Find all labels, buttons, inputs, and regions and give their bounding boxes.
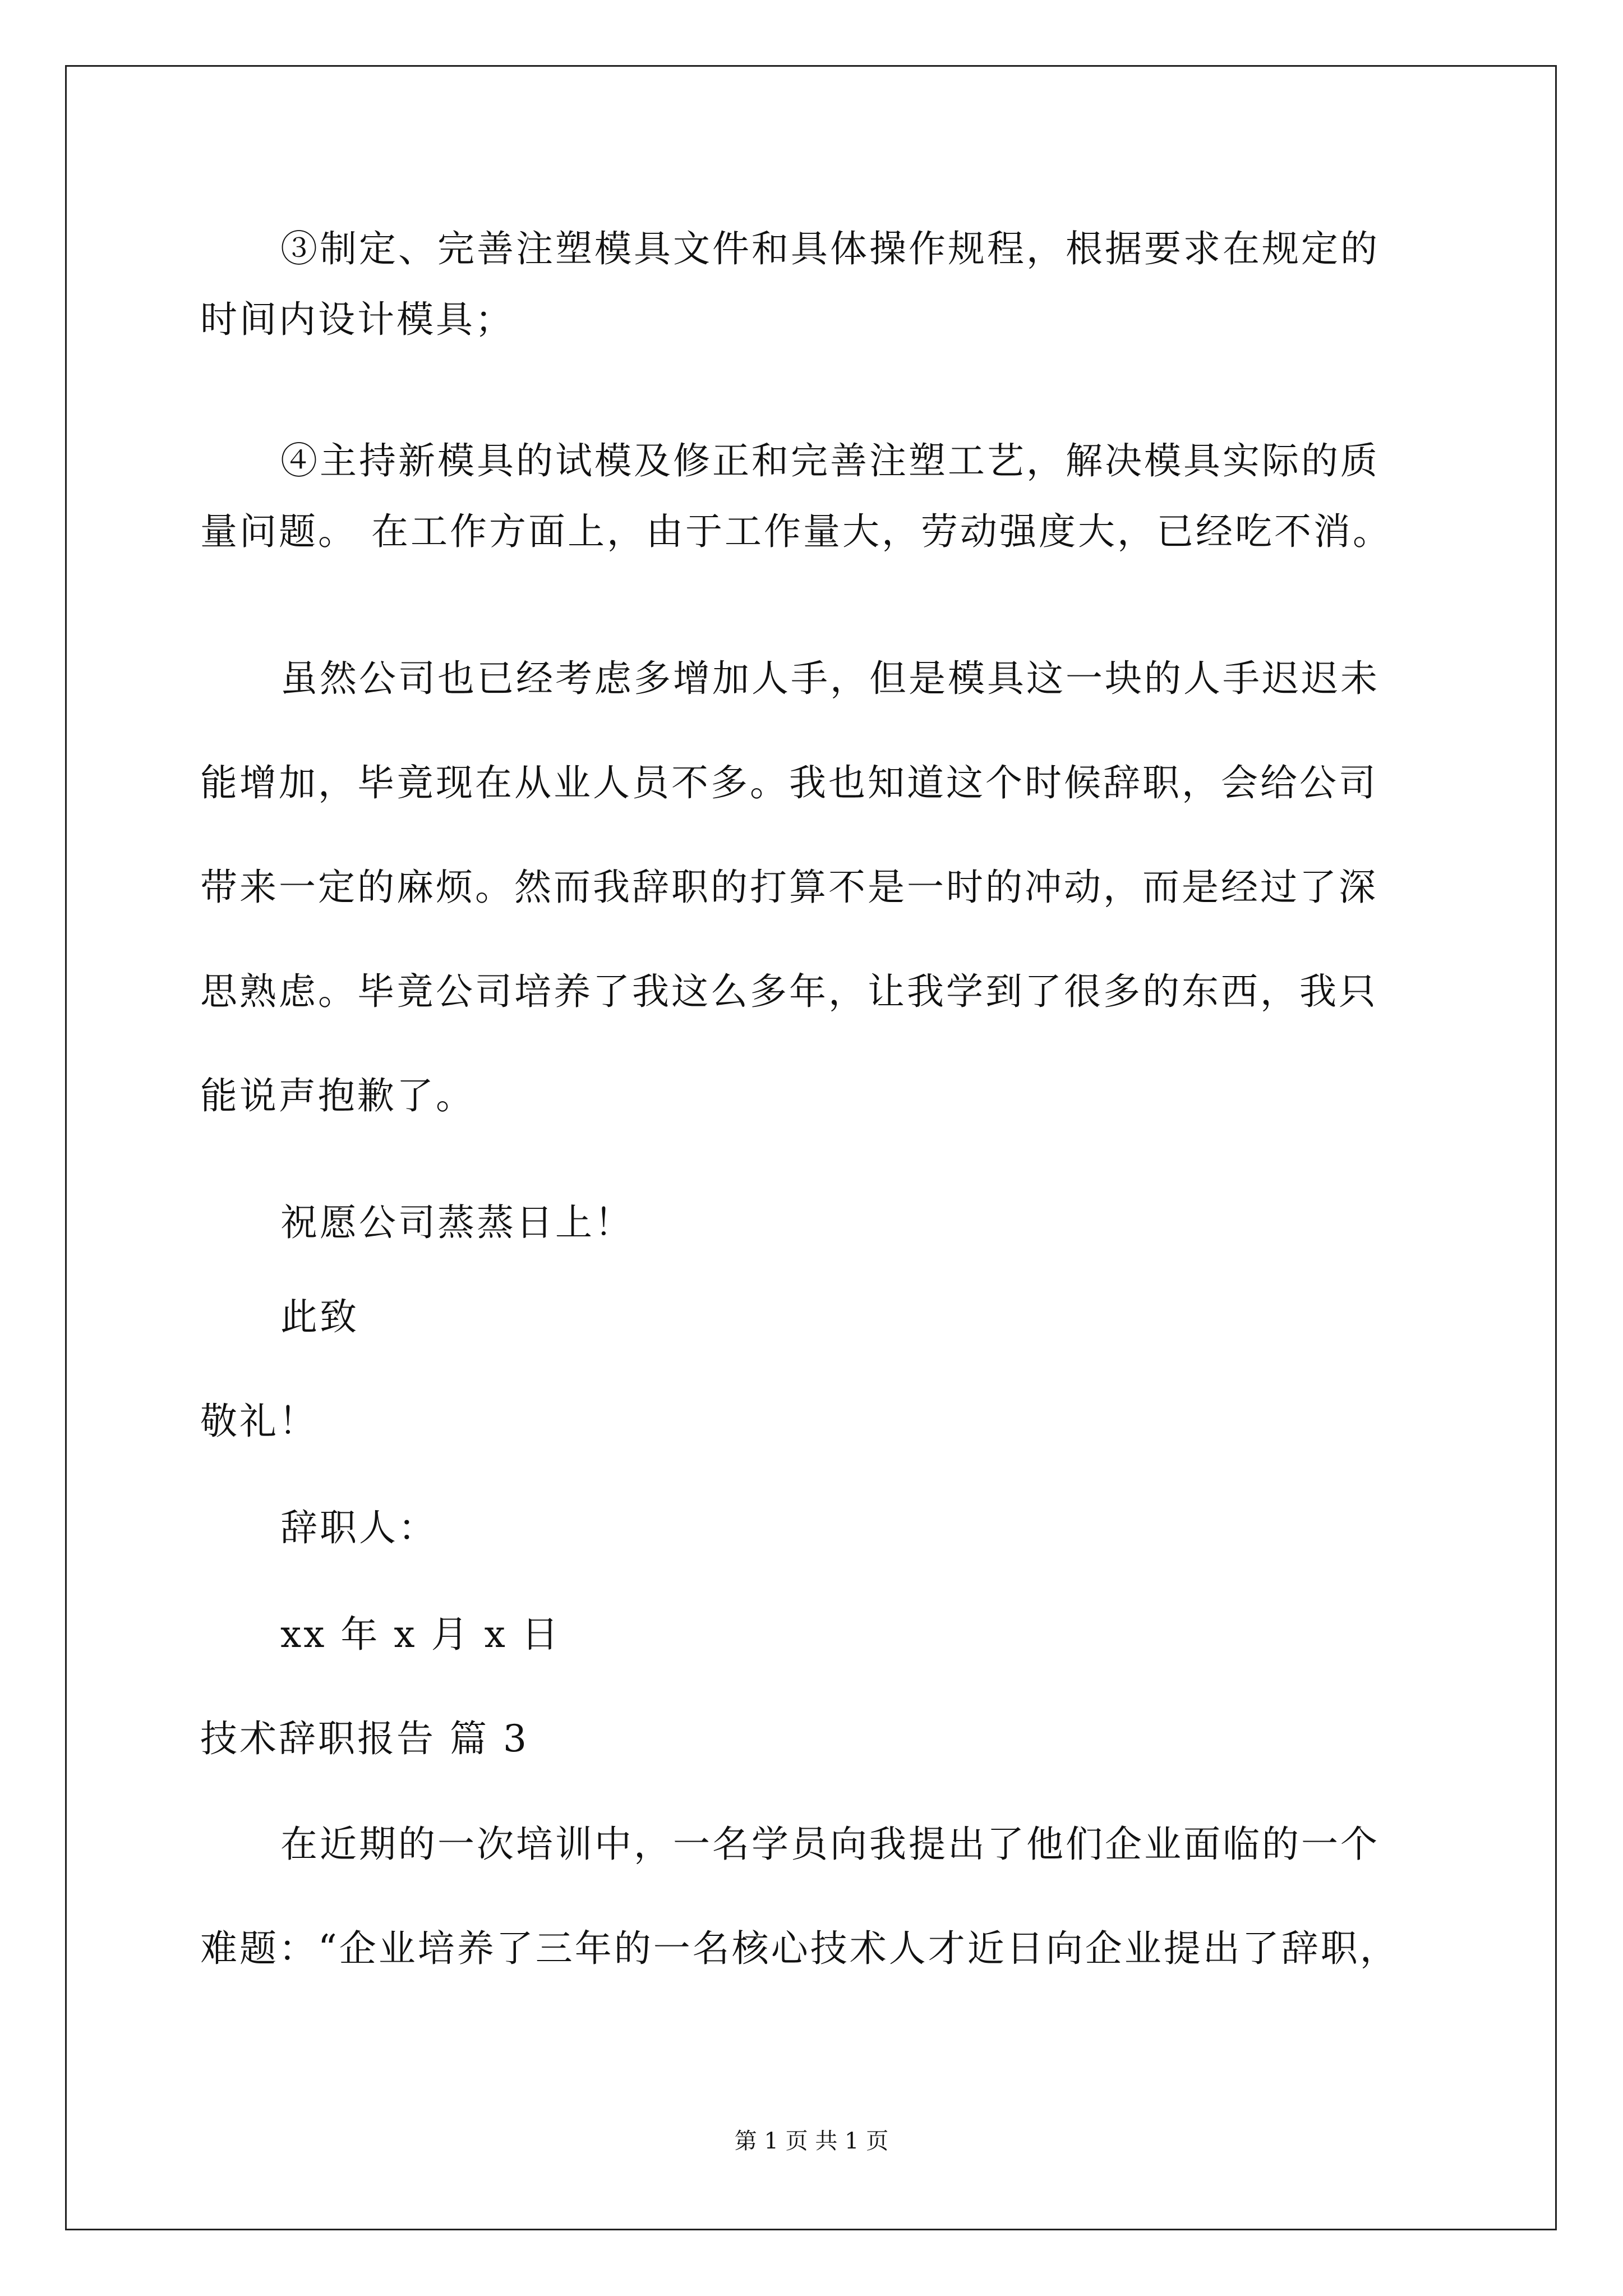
body-line: 带来一定的麻烦。然而我辞职的打算不是一时的冲动，而是经过了深 (200, 866, 1378, 909)
section-heading: 技术辞职报告 篇 3 (200, 1717, 529, 1760)
body-line: ③制定、完善注塑模具文件和具体操作规程，根据要求在规定的 (280, 227, 1380, 270)
body-line: 敬礼！ (200, 1400, 318, 1443)
body-line: 能说声抱歉了。 (200, 1074, 475, 1117)
body-line: 祝愿公司蒸蒸日上！ (280, 1201, 634, 1244)
body-line: 辞职人： (280, 1506, 437, 1549)
body-line: 在近期的一次培训中，一名学员向我提出了他们企业面临的一个 (280, 1823, 1380, 1866)
page-border (65, 65, 1557, 2230)
body-line: 量问题。 在工作方面上，由于工作量大，劳动强度大，已经吃不消。 (200, 510, 1392, 553)
body-line: 虽然公司也已经考虑多增加人手，但是模具这一块的人手迟迟未 (280, 657, 1380, 700)
body-line: ④主持新模具的试模及修正和完善注塑工艺，解决模具实际的质 (280, 439, 1380, 482)
body-line: 此致 (280, 1295, 359, 1338)
body-line: 能增加，毕竟现在从业人员不多。我也知道这个时候辞职，会给公司 (200, 761, 1378, 804)
body-line: 难题：“企业培养了三年的一名核心技术人才近日向企业提出了辞职， (200, 1927, 1399, 1970)
body-line: 时间内设计模具； (200, 298, 514, 341)
page-footer: 第 1 页 共 1 页 (734, 2128, 889, 2154)
date-line: xx 年 x 月 x 日 (280, 1613, 561, 1656)
body-line: 思熟虑。毕竟公司培养了我这么多年，让我学到了很多的东西，我只 (200, 970, 1378, 1013)
